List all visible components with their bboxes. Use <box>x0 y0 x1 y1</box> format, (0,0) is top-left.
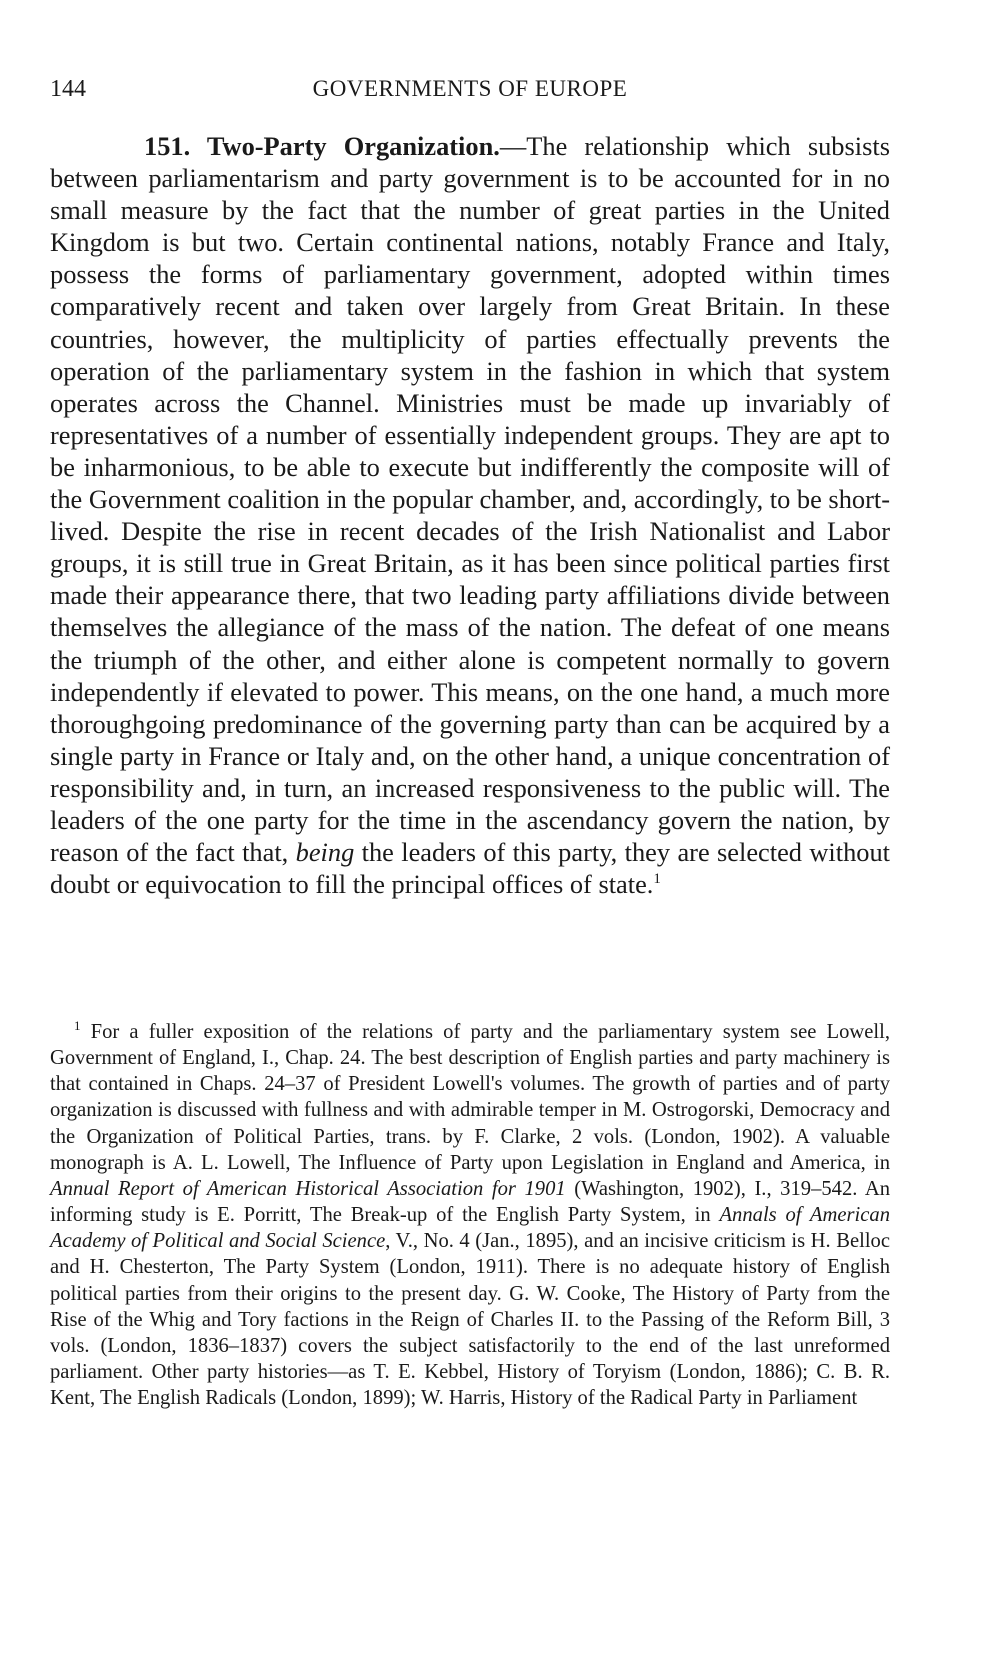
section-text-part-1: —The relationship which subsists between parliamentarism and party government is to be accounted for in no small measure by the fact that the number of great parties in the United Kingdom is but two. Certain continental nations, notably France and Italy, possess the forms of parliamentary government, adopted within times comparatively recent and taken over largely from Great Britain. In these countries, however, the multiplicity of parties effectually prevents the operation of the parliamentary system in the fashion in which that system operates across the Channel. Ministries must be made up invariably of representatives of a number of essentially independent groups. They are apt to be inharmonious, to be able to execute but indifferently the composite will of the Government coalition in the popular chamber, and, accordingly, to be short-lived. Despite the rise in recent decades of the Irish Nationalist and Labor groups, it is still true in Great Britain, as it has been since political parties first made their appearance there, that two leading party affiliations divide between themselves the allegiance of the mass of the nation. The defeat of one means the triumph of the other, and either alone is competent normally to govern independently if elevated to power. This means, on the one hand, a much more thoroughgoing predominance of the governing party than can be acquired by a single party in France or Italy and, on the other hand, a unique concentration of responsibility and, in turn, an increased responsiveness to the public will. The leaders of the one party for the time in the ascendancy govern the nation, by reason of the fact that, <box>50 131 891 868</box>
section-emphasis: being <box>295 837 355 868</box>
footnote-mark: 1 <box>74 1018 81 1034</box>
footnote-italic-title-1: Annual Report of American Historical Association for 1901 <box>50 1177 566 1200</box>
section-heading: 151. Two-Party Organization. <box>144 131 500 161</box>
footnote-italic-title-2: Annals of American Academy of Political and Social Science <box>50 1204 890 1253</box>
section-paragraph <box>50 130 890 900</box>
footnote <box>50 1019 890 1411</box>
footnote-text-part-1: For a fuller exposition of the relations of party and the parliamentary system see Lowell, Government of England, I., Chap. 24. The best description of English parties and party machinery is that contained in Chaps. 24–37 of President Lowell's volumes. The growth of parties and of party organization is discussed with fullness and with admirable temper in M. Ostrogorski, Democracy and the Organization of Political Parties, trans. by F. Clarke, 2 vols. (London, 1902). A valuable monograph is A. L. Lowell, The Influence of Party upon Legislation in England and America, in <box>50 1021 890 1174</box>
footnote-reference[interactable]: 1 <box>653 871 661 888</box>
page-header <box>50 76 890 112</box>
page-number: 144 <box>50 76 86 102</box>
section-text-part-2: the leaders of this party, they are selected without doubt or equivocation to fill the principal offices of state. <box>50 837 891 900</box>
footnote-text-part-2: (Washington, 1902), I., 319–542. An informing study is E. Porritt, The Break-up of the English Party System, in <box>50 1177 890 1227</box>
footnote-text-part-3: , V., No. 4 (Jan., 1895), and an incisive criticism is H. Belloc and H. Chesterton, The Party System (London, 1911). There is no adequate history of English political parties from their origins to the present day. G. W. Cooke, The History of Party from the Rise of the Whig and Tory factions in the Reign of Charles II. to the Passing of the Reform Bill, 3 vols. (London, 1836–1837) covers the subject satisfactorily to the end of the last unreformed parliament. Other party histories—as T. E. Kebbel, History of Toryism (London, 1886); C. B. R. Kent, The English Radicals (London, 1899); W. Harris, History of the Radical Party in Parliament <box>50 1230 890 1410</box>
running-head: GOVERNMENTS OF EUROPE <box>312 76 628 101</box>
